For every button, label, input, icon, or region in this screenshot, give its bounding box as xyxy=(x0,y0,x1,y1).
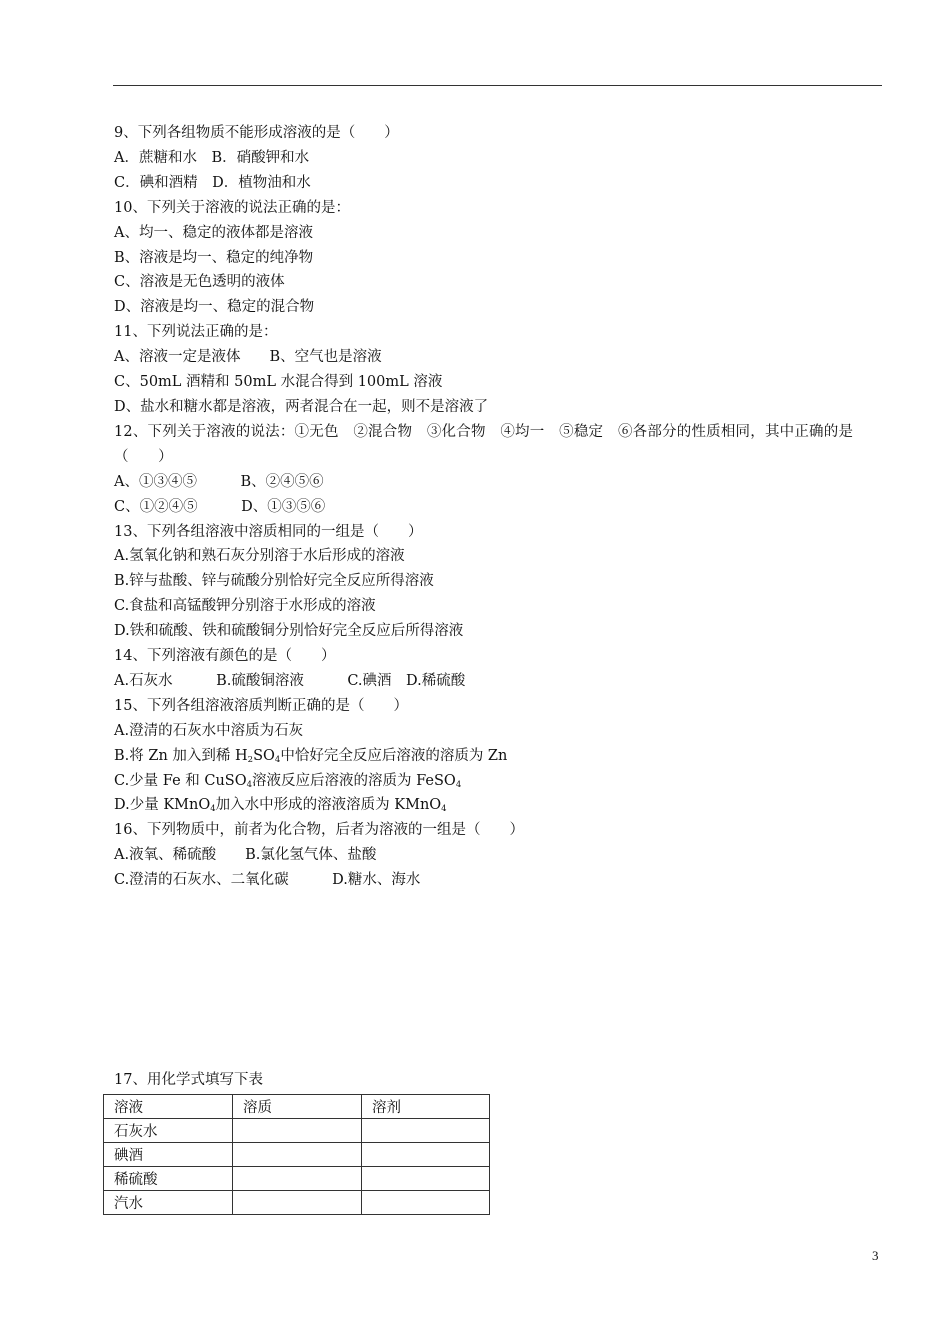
table-row-label: 碘酒 xyxy=(104,1143,233,1167)
table-blank-cell[interactable] xyxy=(233,1143,362,1167)
q16-options-ab: A.液氧、稀硫酸 B.氯化氢气体、盐酸 xyxy=(114,847,377,864)
q15-option-d xyxy=(114,793,889,818)
q15-c-sub-1: 4 xyxy=(246,779,253,790)
q17-answer-table xyxy=(103,1094,490,1215)
q15-option-a: A.澄清的石灰水中溶质为石灰 xyxy=(114,722,304,739)
q15-option-b xyxy=(114,744,889,769)
q9-options-cd: C．碘和酒精 D．植物油和水 xyxy=(114,174,311,191)
q13-stem: 13、下列各组溶液中溶质相同的一组是（ ） xyxy=(114,523,423,540)
page-number: 3 xyxy=(872,1248,879,1263)
q15-b-text-1: B.将 Zn 加入到稀 H xyxy=(114,747,248,764)
table-row-label: 石灰水 xyxy=(104,1119,233,1143)
table-row xyxy=(104,1167,490,1191)
q10-option-c: C、溶液是无色透明的液体 xyxy=(114,274,285,291)
table-row-label: 汽水 xyxy=(104,1191,233,1215)
q12-stem: 12、下列关于溶液的说法：①无色 ②混合物 ③化合物 ④均一 ⑤稳定 ⑥各部分的性质相同，其中正确的是（ ） xyxy=(114,423,854,465)
q10-option-b: B、溶液是均一、稳定的纯净物 xyxy=(114,249,314,266)
q15-option-c xyxy=(114,769,889,794)
table-blank-cell[interactable] xyxy=(362,1167,490,1191)
q11-option-c: C、50mL 酒精和 50mL 水混合得到 100mL 溶液 xyxy=(114,374,443,391)
table-blank-cell[interactable] xyxy=(233,1119,362,1143)
q13-option-d: D.铁和硫酸、铁和硫酸铜分别恰好完全反应后所得溶液 xyxy=(114,623,464,640)
q10-option-a: A、均一、稳定的液体都是溶液 xyxy=(114,224,313,241)
q15-b-text-2: SO xyxy=(253,747,275,764)
table-row xyxy=(104,1191,490,1215)
q15-d-sub-2: 4 xyxy=(441,804,447,815)
table-header-cell: 溶液 xyxy=(104,1095,233,1119)
table-row xyxy=(104,1143,490,1167)
q11-stem: 11、下列说法正确的是： xyxy=(114,324,278,341)
q16-stem: 16、下列物质中，前者为化合物，后者为溶液的一组是（ ） xyxy=(114,822,524,839)
q15-d-sub-1: 4 xyxy=(210,804,216,815)
question-list xyxy=(114,121,889,893)
q12-options-cd: C、①②④⑤ D、①③⑤⑥ xyxy=(114,498,326,515)
q15-b-sub-2: 4 xyxy=(274,754,281,765)
table-blank-cell[interactable] xyxy=(233,1167,362,1191)
q17-stem: 17、用化学式填写下表 xyxy=(114,1072,263,1088)
table-row-label: 稀硫酸 xyxy=(104,1167,233,1191)
q15-stem: 15、下列各组溶液溶质判断正确的是（ ） xyxy=(114,697,408,714)
q10-option-d: D、溶液是均一、稳定的混合物 xyxy=(114,299,315,316)
q15-b-sub-1: 2 xyxy=(247,754,254,765)
q15-b-text-3: 中恰好完全反应后溶液的溶质为 Zn xyxy=(280,747,508,764)
q15-c-sub-2: 4 xyxy=(455,779,462,790)
table-header-row xyxy=(104,1095,490,1119)
q13-option-c: C.食盐和高锰酸钾分别溶于水形成的溶液 xyxy=(114,598,376,615)
q9-stem: 9、下列各组物质不能形成溶液的是（ ） xyxy=(114,125,399,141)
table-row xyxy=(104,1119,490,1143)
q15-c-text-2: 溶液反应后溶液的溶质为 FeSO xyxy=(252,772,456,789)
q15-d-text-1: D.少量 KMnO xyxy=(114,797,211,814)
table-blank-cell[interactable] xyxy=(362,1119,490,1143)
q11-option-d: D、盐水和糖水都是溶液，两者混合在一起，则不是溶液了 xyxy=(114,398,489,415)
q15-c-text-1: C.少量 Fe 和 CuSO xyxy=(114,772,247,789)
table-blank-cell[interactable] xyxy=(362,1191,490,1215)
q12-options-ab: A、①③④⑤ B、②④⑤⑥ xyxy=(114,473,324,490)
table-blank-cell[interactable] xyxy=(233,1191,362,1215)
q15-d-text-2: 加入水中形成的溶液溶质为 KMnO xyxy=(215,797,442,814)
table-header-cell: 溶质 xyxy=(233,1095,362,1119)
q13-option-b: B.锌与盐酸、锌与硫酸分别恰好完全反应所得溶液 xyxy=(114,573,434,590)
q14-stem: 14、下列溶液有颜色的是（ ） xyxy=(114,648,336,665)
q10-stem: 10、下列关于溶液的说法正确的是： xyxy=(114,199,350,216)
table-blank-cell[interactable] xyxy=(362,1143,490,1167)
table-header-cell: 溶剂 xyxy=(362,1095,490,1119)
q9-options-ab: A．蔗糖和水 B．硝酸钾和水 xyxy=(114,149,310,166)
q16-options-cd: C.澄清的石灰水、二氧化碳 D.糖水、海水 xyxy=(114,872,421,889)
q11-options-ab: A、溶液一定是液体 B、空气也是溶液 xyxy=(114,349,382,366)
q13-option-a: A.氢氧化钠和熟石灰分别溶于水后形成的溶液 xyxy=(114,548,405,565)
header-rule xyxy=(113,85,882,86)
q14-options: A.石灰水 B.硫酸铜溶液 C.碘酒 D.稀硫酸 xyxy=(114,672,466,689)
